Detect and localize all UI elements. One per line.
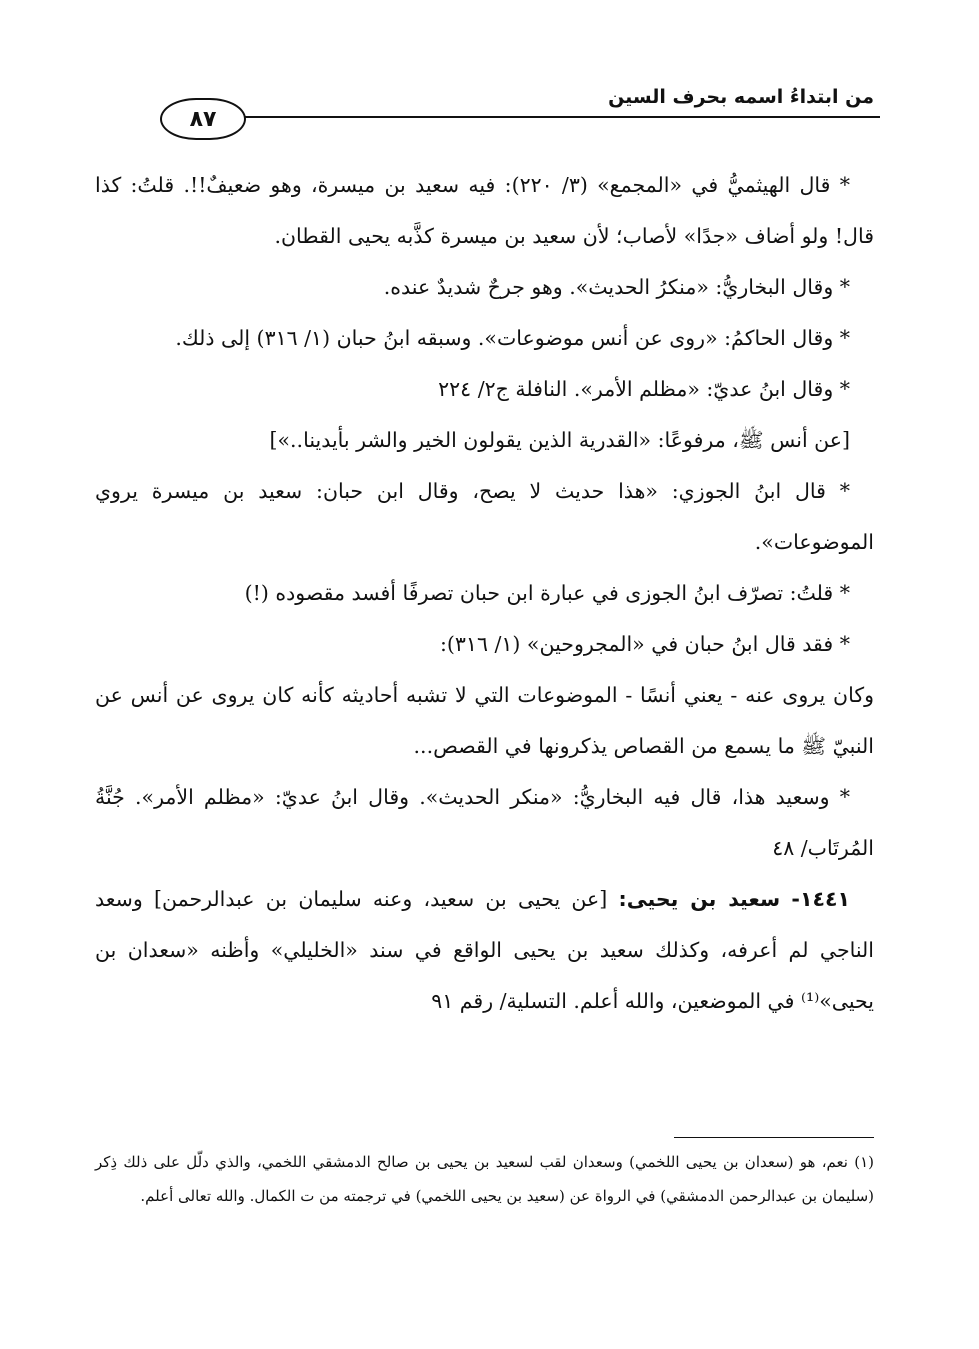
entry-number: ١٤٤١- — [791, 887, 850, 911]
quoted-passage: وكان يروى عنه - يعني أنسًا - الموضوعات التي لا تشبه أحاديثه كأنه كان يروى عن أنس عن النبيّ ﷺ ما يسمع من القصاص يذكرونها في القصص... — [95, 683, 874, 758]
page-number-badge — [160, 98, 246, 140]
paragraph: * وسعيد هذا، قال فيه البخاريُّ: «منكر الحديث». وقال ابنُ عديّ: «مظلم الأمر». جُنَّةُ المُرتَاب/ ٤٨ — [95, 785, 874, 860]
paragraph: * وقال البخاريُّ: «منكرُ الحديث». وهو جرحٌ شديدٌ عنده. — [383, 275, 850, 299]
paragraph: * وقال ابنُ عديّ: «مظلم الأمر». النافلة ج٢/ ٢٢٤ — [438, 377, 850, 401]
paragraph: * قال ابنُ الجوزي: «هذا حديث لا يصح، وقال ابن حبان: سعيد بن ميسرة يروي الموضوعات». — [95, 479, 874, 554]
running-title: من ابتداءُ اسمه بحرف السين — [608, 86, 874, 108]
paragraph: * وقال الحاكمُ: «روى عن أنس موضوعات». وسبقه ابنُ حبان (١/ ٣١٦) إلى ذلك. — [175, 326, 850, 350]
paragraph: [عن أنس ﷺ، مرفوعًا: «القدرية الذين يقولون الخير والشر بأيدينا..»] — [269, 428, 850, 452]
paragraph: * فقد قال ابنُ حبان في «المجروحين» (١/ ٣١٦): — [440, 632, 850, 656]
paragraph: * قلتُ: تصرّف ابنُ الجوزى في عبارة ابن حبان تصرفًا أفسد مقصوده (!) — [244, 581, 850, 605]
body-text — [95, 160, 874, 1027]
header-rule — [241, 116, 880, 118]
page-header — [95, 80, 880, 140]
page-number: ٨٧ — [189, 106, 217, 132]
entry-paragraph — [95, 874, 874, 1027]
entry-text: [عن يحيى بن سعيد، وعنه سليمان بن عبدالرحمن] وسعد الناجي لم أعرفه، وكذلك سعيد بن يحيى الواقع في سند «الخليلي» وأظنه «سعدان بن يحيى»⁽¹⁾ في الموضعين، والله أعلم. التسلية/ رقم ٩١ — [95, 887, 874, 1013]
footnote: (١) نعم، هو (سعدان بن يحيى اللخمي) وسعدان لقب لسعيد بن يحيى بن صالح الدمشقي اللخمي، والذي دلّل على ذلك ذِكر (سليمان بن عبدالرحمن الدمشقي) في الرواة عن (سعيد بن يحيى اللخمي) في ترجمته من ت الكمال. والله تعالى أعلم. — [95, 1153, 874, 1205]
footnote-rule — [674, 1137, 874, 1138]
paragraph: * قال الهيثميُّ في «المجمع» (٣/ ٢٢٠): فيه سعيد بن ميسرة، وهو ضعيفٌ!!. قلتُ: كذا قال! ولو أضاف «جدًا» لأصاب؛ لأن سعيد بن ميسرة كذَّبه يحيى القطان. — [95, 173, 874, 248]
entry-name: سعيد بن يحيى: — [618, 887, 781, 911]
